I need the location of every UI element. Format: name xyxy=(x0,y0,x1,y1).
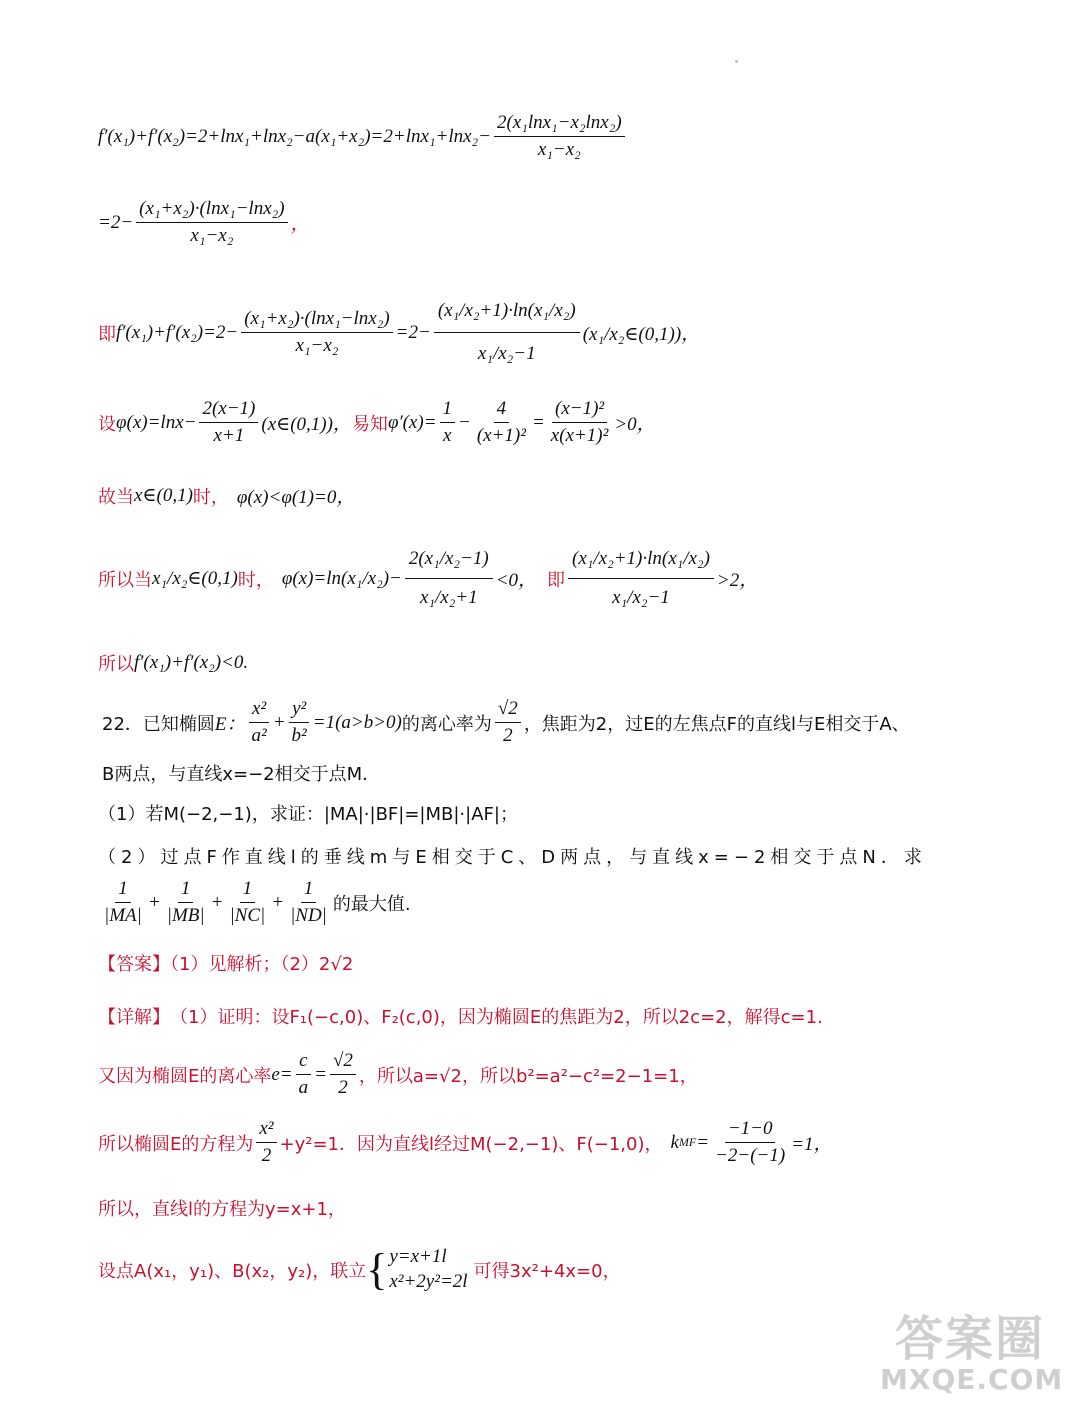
eq-text: f′(x₁)+f′(x₂)=2− xyxy=(116,321,239,343)
eq-line-6 xyxy=(98,540,758,617)
fraction xyxy=(568,540,714,617)
question-text: B两点，与直线x=−2相交于点M． xyxy=(102,764,381,785)
eq-text: (x∈(0,1))， xyxy=(261,414,352,435)
question-text: 的最大值. xyxy=(332,893,411,915)
detail-line-1 xyxy=(98,1003,823,1029)
detail-text: 可得3x²+4x=0， xyxy=(473,1260,621,1282)
question-22-line-1 xyxy=(102,698,910,747)
eq-label: 所以 xyxy=(98,654,134,675)
denominator: x₁/x₂+1 xyxy=(419,587,478,608)
denominator: x₁−x₂ xyxy=(190,225,234,246)
eq-text: >0， xyxy=(614,414,656,435)
system-eq-2: x²+2y²=2l xyxy=(389,1270,468,1292)
eq-text: = xyxy=(531,411,545,433)
fraction xyxy=(164,878,208,927)
eq-text: φ′(x)= xyxy=(387,411,437,433)
fraction xyxy=(136,198,287,247)
question-math: + xyxy=(272,711,286,733)
detail-text: 又因为椭圆E的离心率 xyxy=(98,1065,272,1087)
eq-line-7 xyxy=(98,650,248,676)
fraction xyxy=(199,398,258,447)
numerator: 2(x₁lnx₁−x₂lnx₂) xyxy=(494,112,625,137)
detail-line-2 xyxy=(98,1050,698,1099)
detail-math: = xyxy=(314,1063,327,1085)
system-brace: { xyxy=(366,1244,388,1294)
eq-text: =2− xyxy=(395,321,431,343)
fraction xyxy=(256,1118,276,1167)
answer-text: 【答案】（1）见解析；（2）2√2 xyxy=(98,954,354,975)
detail-math: MF xyxy=(678,1135,697,1149)
eq-line-2 xyxy=(98,198,310,247)
fraction xyxy=(434,290,580,375)
fraction xyxy=(249,698,270,747)
fraction xyxy=(330,1050,356,1099)
numerator: x² xyxy=(256,1118,276,1143)
question-text: ，焦距为2，过E的左焦点F的直线l与E相交于A、 xyxy=(523,713,910,735)
eq-line-5 xyxy=(98,482,355,509)
eq-text: (x₁/x₂∈(0,1))， xyxy=(582,324,701,345)
numerator: √2 xyxy=(330,1050,356,1075)
detail-text: 设点A(x₁，y₁)、B(x₂，y₂)，联立 xyxy=(98,1260,367,1282)
numerator: (x₁+x₂)·(lnx₁−lnx₂) xyxy=(136,198,287,223)
eq-text: φ(x)=ln(x₁/x₂)− xyxy=(281,567,402,589)
eq-label: 时， xyxy=(192,486,229,508)
numerator: (x₁+x₂)·(lnx₁−lnx₂) xyxy=(241,308,392,333)
denominator: (x+1)² xyxy=(476,425,526,446)
detail-text: ，所以a=√2，所以b²=a²−c²=2−1=1， xyxy=(358,1065,698,1087)
question-22-part-1 xyxy=(98,800,518,826)
eq-label: 所以当 xyxy=(98,569,152,591)
fraction xyxy=(405,540,493,617)
eq-label: 即 xyxy=(98,323,116,345)
detail-math: k xyxy=(670,1131,679,1153)
speck xyxy=(735,60,738,63)
eq-line-1 xyxy=(98,112,628,161)
numerator: √2 xyxy=(495,698,521,723)
numerator: y² xyxy=(289,698,309,723)
denominator: |MA| xyxy=(104,905,142,926)
detail-text: 所以，直线l的方程为y=x+1， xyxy=(98,1199,346,1220)
denominator: |ND| xyxy=(290,905,327,926)
detail-math: e= xyxy=(271,1063,293,1085)
eq-label: 易知 xyxy=(351,413,388,435)
numerator: c xyxy=(296,1050,310,1075)
eq-text: x∈(0,1) xyxy=(134,485,193,506)
detail-line-4 xyxy=(98,1195,346,1221)
eq-label: 即 xyxy=(547,569,566,591)
fraction xyxy=(296,1050,312,1099)
fraction xyxy=(287,878,330,927)
eq-label: 故当 xyxy=(98,486,134,508)
fraction xyxy=(440,398,456,447)
eq-text: x₁/x₂∈(0,1) xyxy=(152,568,238,589)
eq-line-4 xyxy=(98,398,656,447)
fraction xyxy=(474,398,529,447)
denominator: |MB| xyxy=(166,905,205,926)
fraction xyxy=(495,698,521,747)
detail-line-5 xyxy=(98,1245,621,1294)
numerator: 1 xyxy=(440,398,456,423)
numerator: 1 xyxy=(240,878,256,903)
eq-label: 时， xyxy=(237,569,274,591)
numerator: 1 xyxy=(115,878,131,903)
question-text: （2）过点F作直线l的垂线m与E相交于C、D两点，与直线x=−2相交于点N．求 xyxy=(98,847,927,868)
denominator: x₁−x₂ xyxy=(537,139,581,160)
detail-math: =1， xyxy=(791,1134,833,1155)
question-text: （1）若M(−2,−1)，求证：|MA|·|BF|=|MB|·|AF|； xyxy=(98,804,518,825)
detail-text: 所以椭圆E的方程为 xyxy=(98,1133,254,1155)
fraction xyxy=(241,308,392,357)
eq-label: 设 xyxy=(98,413,116,435)
numerator: (x₁/x₂+1)·ln(x₁/x₂) xyxy=(568,540,714,579)
eq-text: f′(x₁)+f′(x₂)<0. xyxy=(134,652,249,673)
fraction xyxy=(101,878,145,927)
detail-math: = xyxy=(696,1131,710,1153)
numerator: x² xyxy=(249,698,269,723)
numerator: 4 xyxy=(494,398,510,423)
fraction xyxy=(289,698,310,747)
question-22-line-2 xyxy=(102,760,380,786)
watermark-logo xyxy=(880,1311,1064,1405)
eq-line-3 xyxy=(98,290,700,375)
detail-line-3 xyxy=(98,1118,833,1167)
numerator: 2(x₁/x₂−1) xyxy=(405,540,493,579)
numerator: (x−1)² xyxy=(552,398,607,423)
fraction xyxy=(712,1118,788,1167)
question-math: =1(a>b>0) xyxy=(312,711,402,733)
question-22-part-2-expr: $\frac{1}{|MA|}$ + $\frac{1}{|MB|}$ + $\frac{1}{|NC|}$ + $\frac{1}{|ND|}$ 的最大值. xyxy=(98,878,411,927)
eq-text: >2， xyxy=(716,570,759,591)
eq-text: φ(x)<φ(1)=0， xyxy=(236,487,356,508)
system-eq-1: y=x+1l xyxy=(389,1246,447,1267)
denominator: x₁−x₂ xyxy=(295,335,339,356)
question-text: 的离心率为 xyxy=(401,713,492,735)
fraction xyxy=(226,878,268,927)
numerator: 1 xyxy=(178,878,194,903)
denominator: 2 xyxy=(503,725,513,746)
detail-text: （1）证明：设F₁(−c,0)、F₂(c,0)，因为椭圆E的焦距为2，所以2c=2，解得c=1. xyxy=(170,1007,823,1028)
denominator: x₁/x₂−1 xyxy=(612,587,670,608)
numerator: 2(x−1) xyxy=(199,398,258,423)
eq-text: <0， xyxy=(495,570,538,591)
watermark-top: 答案圈 xyxy=(894,1311,1045,1367)
denominator: x(x+1)² xyxy=(550,425,609,446)
denominator: 2 xyxy=(338,1077,348,1098)
numerator: (x₁/x₂+1)·ln(x₁/x₂) xyxy=(434,290,580,333)
denominator: 2 xyxy=(261,1145,272,1166)
detail-label: 【详解】 xyxy=(98,1007,170,1028)
denominator: x+1 xyxy=(213,425,245,446)
denominator: x xyxy=(443,425,452,446)
numerator: −1−0 xyxy=(725,1118,776,1143)
denominator: b² xyxy=(291,725,307,746)
watermark-bottom: MXQE.COM xyxy=(880,1363,1064,1396)
question-math: E： xyxy=(214,714,246,735)
question-22-part-2 xyxy=(98,843,927,869)
denominator: −2−(−1) xyxy=(715,1145,786,1166)
denominator: a² xyxy=(251,725,267,746)
equation-system xyxy=(389,1245,467,1294)
eq-text: f′(x₁)+f′(x₂)=2+lnx₁+lnx₂−a(x₁+x₂)=2+lnx₁+lnx₂− xyxy=(98,125,491,147)
eq-text: − xyxy=(458,411,471,433)
denominator: a xyxy=(298,1077,309,1098)
detail-text: +y²=1．因为直线l经过M(−2,−1)、F(−1,0)， xyxy=(279,1133,663,1155)
denominator: x₁/x₂−1 xyxy=(477,343,536,364)
eq-text: φ(x)=lnx− xyxy=(116,411,197,433)
fraction xyxy=(494,112,625,161)
eq-text: =2− xyxy=(98,211,134,233)
eq-text: ， xyxy=(290,214,310,235)
numerator: 1 xyxy=(301,878,317,903)
fraction xyxy=(548,398,612,447)
answer-line xyxy=(98,950,353,976)
question-text: 22．已知椭圆 xyxy=(102,713,215,735)
denominator: |NC| xyxy=(229,905,266,926)
